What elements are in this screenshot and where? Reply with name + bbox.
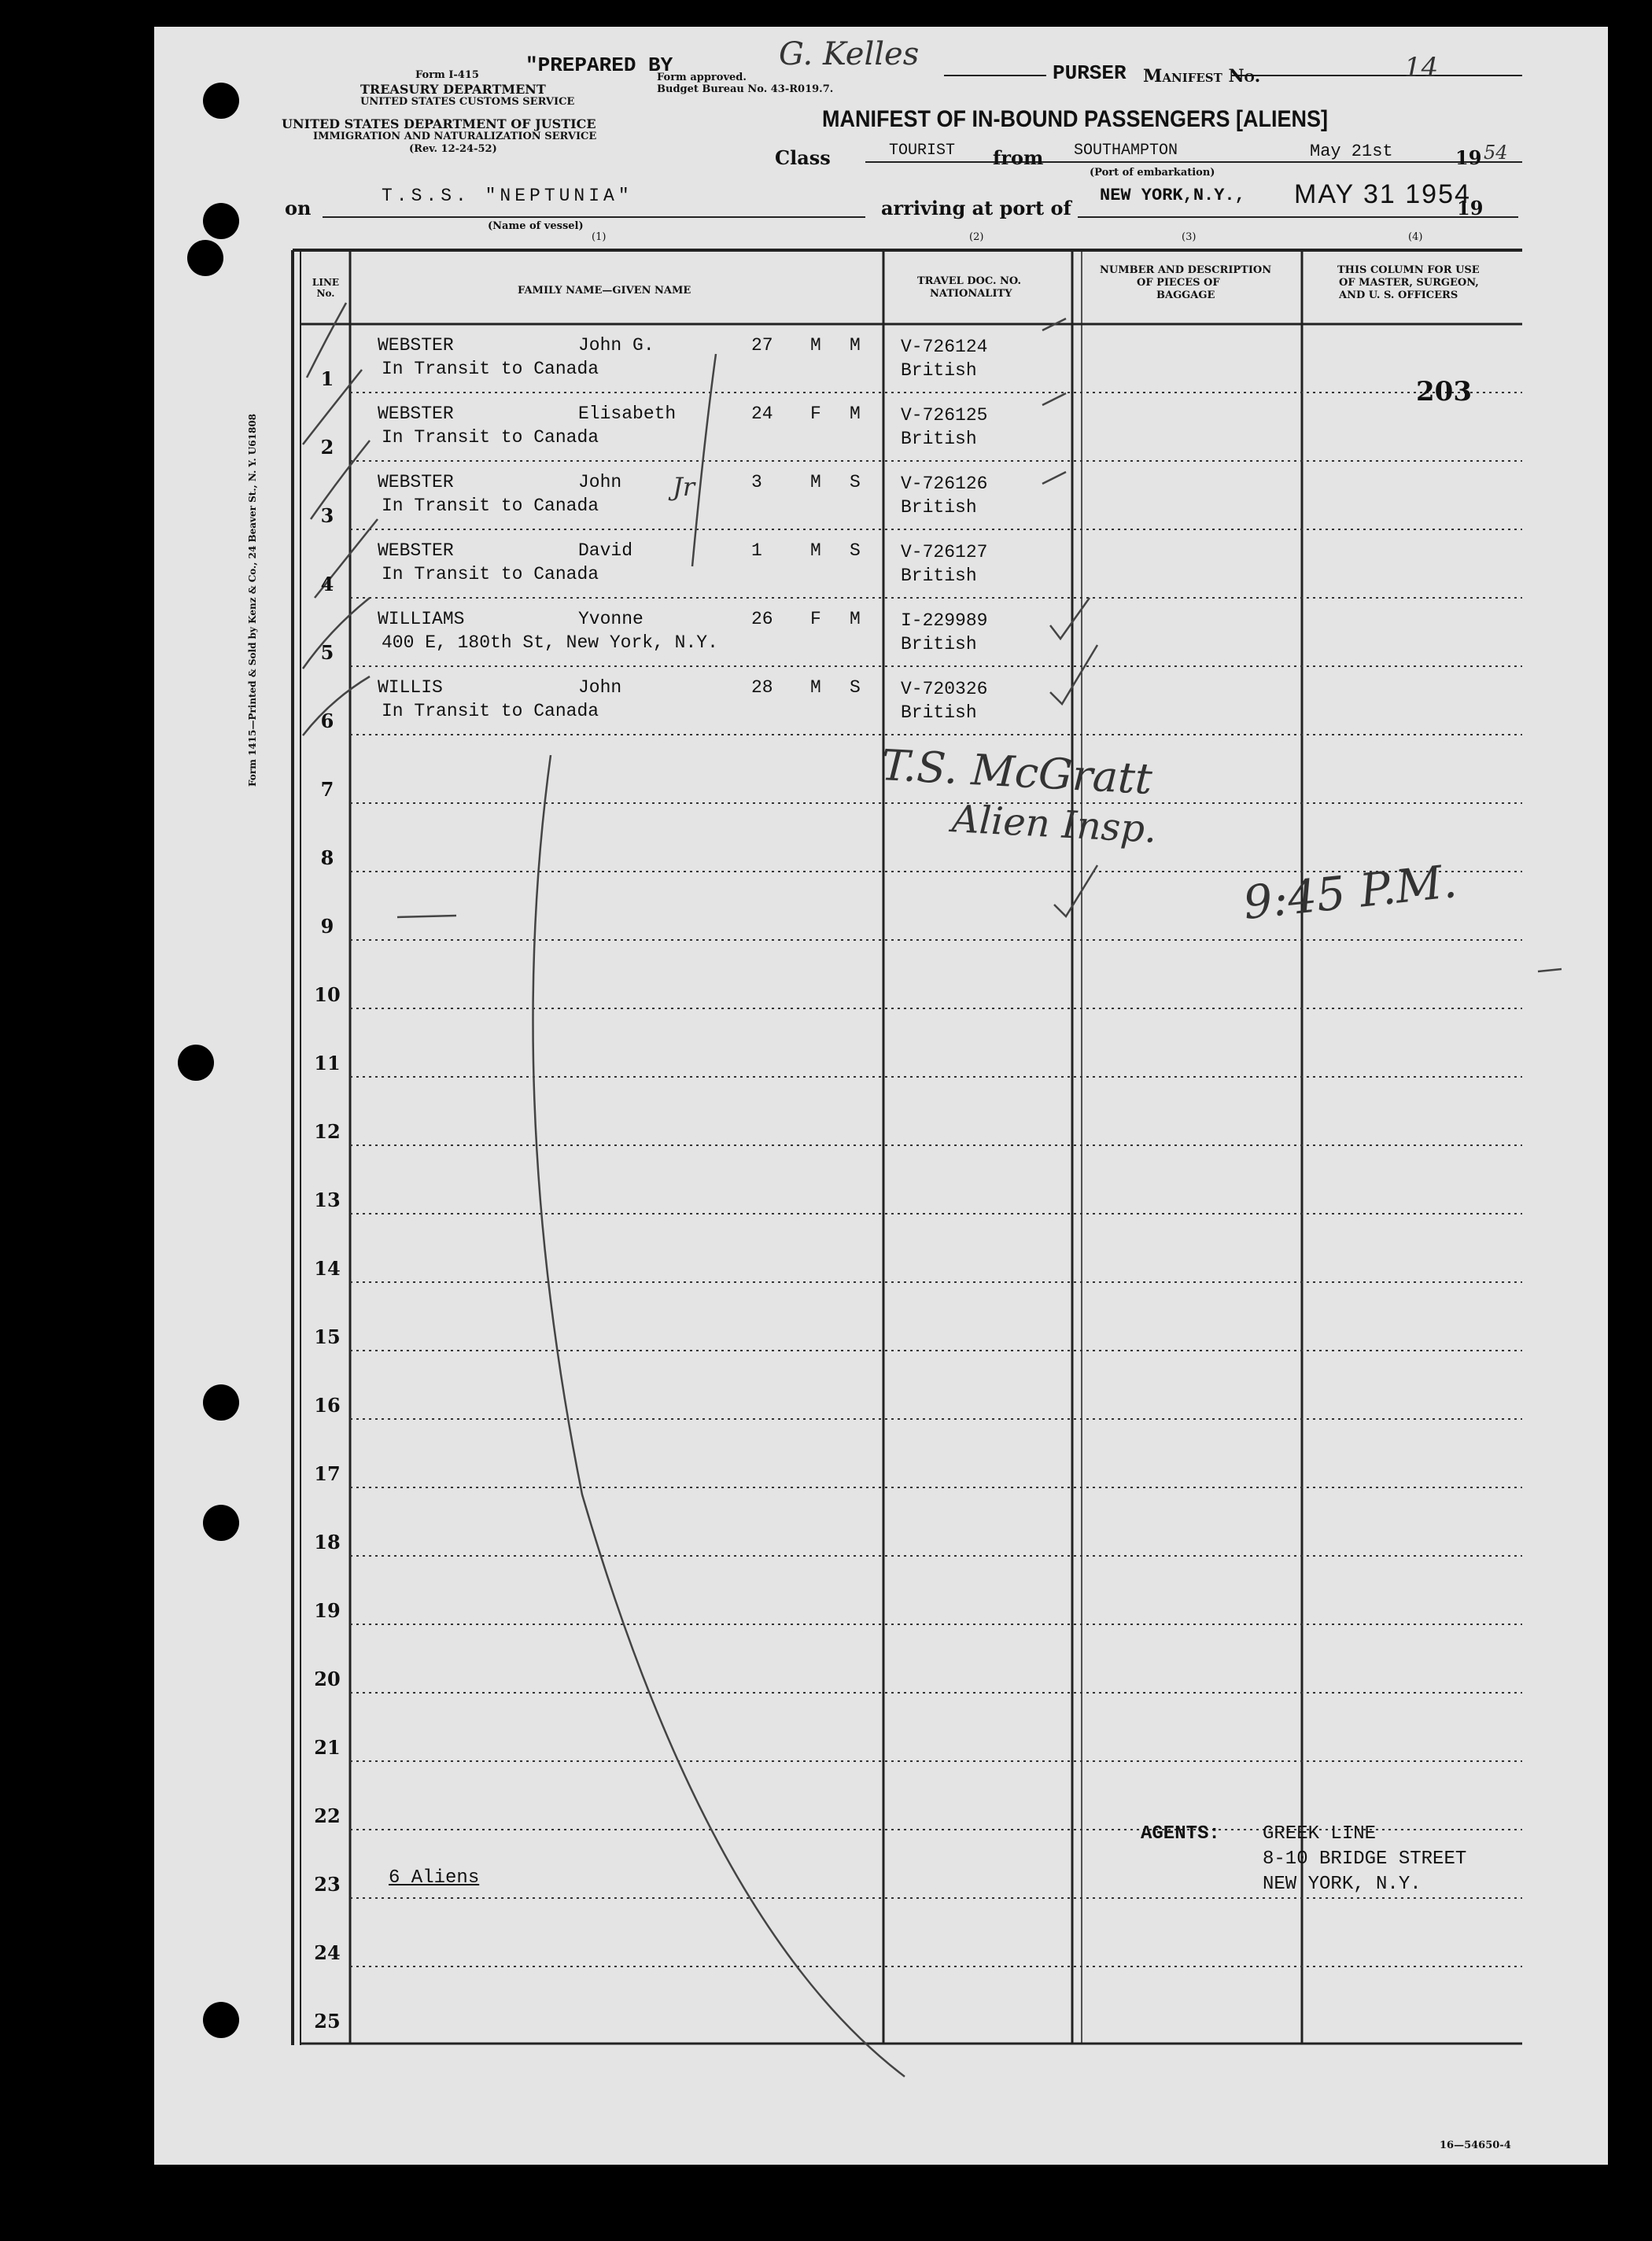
inspector-signature: T.S. McGratt <box>879 740 1154 804</box>
header-travel-doc: TRAVEL DOC. NO. <box>917 275 1022 287</box>
form-approved: Form approved. <box>657 72 747 83</box>
passenger-sex: F <box>810 609 821 629</box>
passenger-age: 28 <box>751 677 773 698</box>
passenger-family: WEBSTER <box>378 335 454 356</box>
purser-label: PURSER <box>1053 61 1127 85</box>
budget-bureau: Budget Bureau No. 43-R019.7. <box>657 83 834 95</box>
col-ref: (1) <box>592 231 607 243</box>
passenger-family: WEBSTER <box>378 472 454 492</box>
year-suffix: 54 <box>1484 142 1508 164</box>
customs-service: UNITED STATES CUSTOMS SERVICE <box>360 96 575 108</box>
passenger-age: 26 <box>751 609 773 629</box>
line-number: 18 <box>314 1531 341 1554</box>
class-value: TOURIST <box>889 142 956 160</box>
inspector-title: Alien Insp. <box>950 797 1158 852</box>
passenger-address: In Transit to Canada <box>382 496 599 516</box>
passenger-status: S <box>850 472 861 492</box>
vessel-name: T.S.S. "NEPTUNIA" <box>382 186 633 206</box>
line-number: 21 <box>314 1736 341 1759</box>
header-officers: AND U. S. OFFICERS <box>1339 289 1458 301</box>
year-prefix: 19 <box>1455 146 1482 169</box>
passenger-address: In Transit to Canada <box>382 359 599 379</box>
line-number: 15 <box>314 1325 341 1348</box>
justice-department: UNITED STATES DEPARTMENT OF JUSTICE <box>282 116 596 131</box>
line-number: 14 <box>314 1257 341 1280</box>
passenger-sex: M <box>810 472 821 492</box>
passenger-address: In Transit to Canada <box>382 427 599 448</box>
line-number: 9 <box>320 915 334 938</box>
line-number: 11 <box>314 1052 341 1074</box>
passenger-status: M <box>850 335 861 356</box>
agents-label: AGENTS: <box>1141 1823 1220 1845</box>
passenger-doc: V-720326 <box>901 679 988 699</box>
passenger-family: WEBSTER <box>378 540 454 561</box>
from-value: SOUTHAMPTON <box>1074 142 1178 160</box>
passenger-age: 1 <box>751 540 762 561</box>
passenger-status: M <box>850 404 861 424</box>
line-number: 7 <box>320 778 334 801</box>
header-line-no: LINE No. <box>312 277 340 299</box>
line-number: 16 <box>314 1394 341 1417</box>
line-number: 13 <box>314 1189 341 1211</box>
handwritten-jr: Jr <box>673 472 695 502</box>
passenger-status: S <box>850 540 861 561</box>
line-number: 22 <box>314 1804 341 1827</box>
passenger-nationality: British <box>901 429 977 449</box>
passenger-family: WEBSTER <box>378 404 454 424</box>
class-label: Class <box>775 146 831 169</box>
passenger-address: In Transit to Canada <box>382 701 599 721</box>
passenger-age: 3 <box>751 472 762 492</box>
line-number: 2 <box>320 436 334 459</box>
passenger-doc: V-726124 <box>901 337 988 357</box>
passenger-nationality: British <box>901 497 977 518</box>
page-title: MANIFEST OF IN-BOUND PASSENGERS [ALIENS] <box>822 106 1329 132</box>
on-label: on <box>285 197 312 219</box>
line-number: 4 <box>320 573 334 595</box>
line-number: 19 <box>314 1599 341 1622</box>
passenger-given: Yvonne <box>578 609 643 629</box>
passenger-given: John G. <box>578 335 655 356</box>
revision-date: (Rev. 12-24-52) <box>409 143 497 155</box>
footer-code: 16—54650-4 <box>1440 2140 1511 2151</box>
arrival-port: NEW YORK,N.Y., <box>1100 186 1245 205</box>
passenger-given: David <box>578 540 633 561</box>
agents-line: 8-10 BRIDGE STREET <box>1263 1848 1467 1870</box>
agents-line: NEW YORK, N.Y. <box>1263 1874 1422 1895</box>
prepared-by-label: "PREPARED BY <box>525 53 673 77</box>
treasury-department: TREASURY DEPARTMENT <box>360 82 546 97</box>
passenger-nationality: British <box>901 566 977 586</box>
from-label: from <box>993 146 1044 169</box>
line-number: 1 <box>320 367 334 390</box>
arrival-year-prefix: 19 <box>1457 197 1484 219</box>
passenger-nationality: British <box>901 360 977 381</box>
prepared-by-signature: G. Kelles <box>779 36 920 72</box>
passenger-given: Elisabeth <box>578 404 677 424</box>
side-imprint: Form 1415—Printed & Sold by Kenz & Co., 24 Beaver St., N. Y. U61808 <box>247 413 258 787</box>
form-number: Form I-415 <box>415 69 479 81</box>
header-officers: OF MASTER, SURGEON, <box>1339 277 1479 289</box>
col-ref: (4) <box>1408 231 1423 243</box>
header-name: FAMILY NAME—GIVEN NAME <box>518 285 691 297</box>
line-number: 20 <box>314 1668 341 1690</box>
passenger-doc: V-726126 <box>901 474 988 494</box>
passenger-age: 24 <box>751 404 773 424</box>
line-number: 8 <box>320 846 334 869</box>
passenger-given: John <box>578 677 622 698</box>
port-embark-caption: (Port of embarkation) <box>1090 167 1215 179</box>
passenger-family: WILLIAMS <box>378 609 465 629</box>
manifest-no-value: 14 <box>1404 52 1439 83</box>
passenger-given: John <box>578 472 622 492</box>
handwritten-time: 9:45 P.M. <box>1241 853 1460 931</box>
line-number: 25 <box>314 2010 341 2033</box>
passenger-nationality: British <box>901 702 977 723</box>
passenger-doc: V-726127 <box>901 542 988 562</box>
departure-date: May 21st <box>1310 142 1393 161</box>
line-number: 12 <box>314 1120 341 1143</box>
manifest-no-label: Manifest No. <box>1143 66 1261 87</box>
passenger-sex: M <box>810 335 821 356</box>
vessel-caption: (Name of vessel) <box>488 220 584 232</box>
aliens-total: 6 Aliens <box>389 1867 480 1889</box>
passenger-doc: I-229989 <box>901 610 988 631</box>
passenger-address: 400 E, 180th St, New York, N.Y. <box>382 632 718 653</box>
arrival-date-stamp: MAY 31 1954 <box>1294 179 1471 209</box>
passenger-family: WILLIS <box>378 677 443 698</box>
passenger-doc: V-726125 <box>901 405 988 426</box>
header-officers: THIS COLUMN FOR USE <box>1337 264 1480 276</box>
passenger-sex: M <box>810 677 821 698</box>
line-number: 24 <box>314 1941 341 1964</box>
line-number: 23 <box>314 1873 341 1896</box>
passenger-nationality: British <box>901 634 977 654</box>
passenger-status: S <box>850 677 861 698</box>
line-number: 17 <box>314 1462 341 1485</box>
arriving-label: arriving at port of <box>881 197 1071 219</box>
col-ref: (3) <box>1182 231 1197 243</box>
ins-service: IMMIGRATION AND NATURALIZATION SERVICE <box>313 131 597 142</box>
passenger-sex: M <box>810 540 821 561</box>
passenger-address: In Transit to Canada <box>382 564 599 584</box>
line-number: 5 <box>320 641 334 664</box>
line-number: 10 <box>314 983 341 1006</box>
passenger-sex: F <box>810 404 821 424</box>
header-baggage: NUMBER AND DESCRIPTION <box>1100 264 1272 276</box>
header-baggage: BAGGAGE <box>1156 289 1215 301</box>
agents-line: GREEK LINE <box>1263 1823 1377 1845</box>
passenger-age: 27 <box>751 335 773 356</box>
header-baggage: OF PIECES OF <box>1137 277 1220 289</box>
header-nationality: NATIONALITY <box>930 288 1012 300</box>
line-number: 3 <box>320 504 334 527</box>
passenger-status: M <box>850 609 861 629</box>
line-number: 6 <box>320 710 334 732</box>
officer-number: 203 <box>1416 376 1472 407</box>
col-ref: (2) <box>969 231 984 243</box>
